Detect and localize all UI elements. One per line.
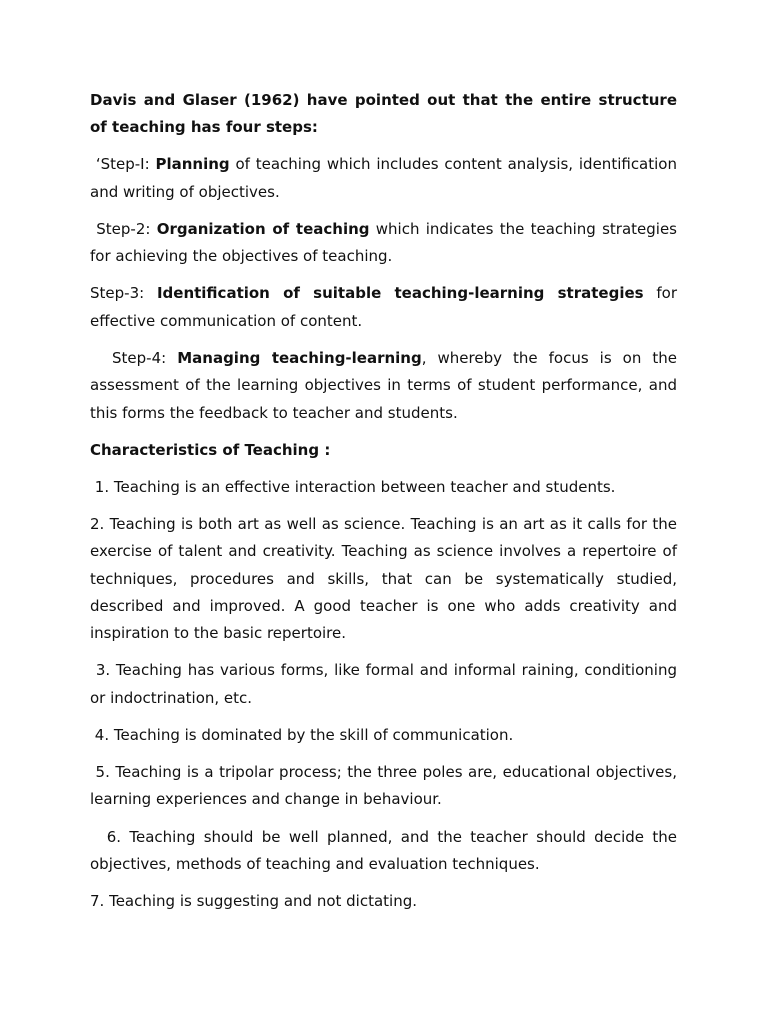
step-4-title: Managing teaching-learning — [177, 348, 422, 367]
characteristics-heading: Characteristics of Teaching : — [90, 440, 331, 459]
characteristic-6: 6. Teaching should be well planned, and the teacher should decide the objectives, methods of teaching and evaluation techniques. — [90, 827, 682, 873]
step-1-prefix: ‘Step-I: — [90, 155, 156, 174]
characteristic-4: 4. Teaching is dominated by the skill of communication. — [90, 725, 514, 744]
characteristic-7: 7. Teaching is suggesting and not dictating. — [90, 892, 418, 911]
step-2-paragraph — [90, 216, 682, 271]
step-2-description: which indicates the teaching strategies for achieving the objectives of teaching. — [90, 219, 682, 266]
step-2-title: Organization of teaching — [156, 219, 370, 238]
step-4-prefix: Step-4: — [90, 348, 178, 367]
characteristic-5: 5. Teaching is a tripolar process; the three poles are, educational objectives, learning experiences and change in behaviour. — [90, 763, 682, 809]
step-3-description: for effective communication of content. — [90, 284, 682, 330]
step-1-title: Planning — [155, 155, 230, 174]
characteristic-3: 3. Teaching has various forms, like formal and informal raining, conditioning or indoctrination, etc. — [90, 661, 682, 707]
step-4-paragraph — [90, 345, 682, 427]
intro-paragraph: Davis and Glaser (1962) have pointed out that the entire structure of teaching has four steps: — [90, 91, 677, 137]
step-4-description: , whereby the focus is on the assessment of the learning objectives in terms of student performance, and this forms the feedback to teacher and students. — [90, 348, 682, 422]
step-3-title: Identification of suitable teaching-learning strategies — [156, 284, 644, 303]
characteristic-1: 1. Teaching is an effective interaction between teacher and students. — [90, 477, 616, 496]
characteristic-2: 2. Teaching is both art as well as science. Teaching is an art as it calls for the exercise of talent and creativity. Teaching as science involves a repertoire of techniques, procedures and skills, that can be systematically studied, described and improved. A good teacher is one who adds creativity and inspiration to the basic repertoire. — [90, 515, 682, 643]
step-1-description: of teaching which includes content analysis, identification and writing of objectives. — [90, 155, 682, 201]
step-3-paragraph — [90, 280, 682, 335]
step-2-prefix: Step-2: — [90, 219, 157, 238]
step-1-paragraph — [90, 151, 682, 206]
document-page — [90, 87, 682, 925]
step-3-prefix: Step-3: — [90, 284, 157, 303]
